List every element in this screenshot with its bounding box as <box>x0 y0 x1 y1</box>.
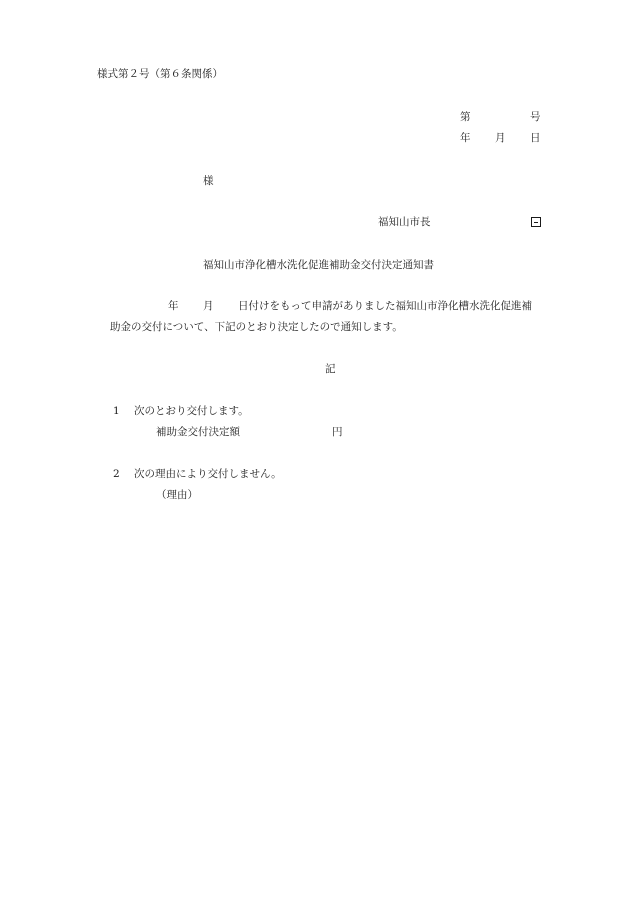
doc-date-day: 日 <box>530 132 541 144</box>
item1-number: 1 <box>113 405 120 417</box>
doc-date-year: 年 <box>460 132 471 144</box>
form-label: 様式第２号（第６条関係） <box>97 68 223 80</box>
addressee-suffix: 様 <box>203 175 214 187</box>
doc-number-dai: 第 <box>460 111 471 123</box>
body-line1: 日付けをもって申請がありました福知山市浄化槽水洗化促進補 <box>238 300 532 312</box>
doc-number-go: 号 <box>530 111 541 123</box>
body-date-year: 年 <box>168 300 179 312</box>
issuer-name: 福知山市長 <box>378 216 431 228</box>
item1-text: 次のとおり交付します。 <box>134 405 249 417</box>
item1-amount-unit: 円 <box>332 426 343 438</box>
body-line2: 助金の交付について、下記のとおり決定したので通知します。 <box>110 321 403 333</box>
seal-mark-icon <box>531 217 541 227</box>
body-date-month: 月 <box>203 300 214 312</box>
doc-date-month: 月 <box>495 132 506 144</box>
document-title: 福知山市浄化槽水洗化促進補助金交付決定通知書 <box>203 259 434 271</box>
item2-reason-label: （理由） <box>156 489 198 501</box>
item1-amount-label: 補助金交付決定額 <box>156 426 240 438</box>
item2-number: 2 <box>113 468 120 480</box>
item2-text: 次の理由により交付しません。 <box>134 468 282 480</box>
ki-heading: 記 <box>325 363 336 375</box>
